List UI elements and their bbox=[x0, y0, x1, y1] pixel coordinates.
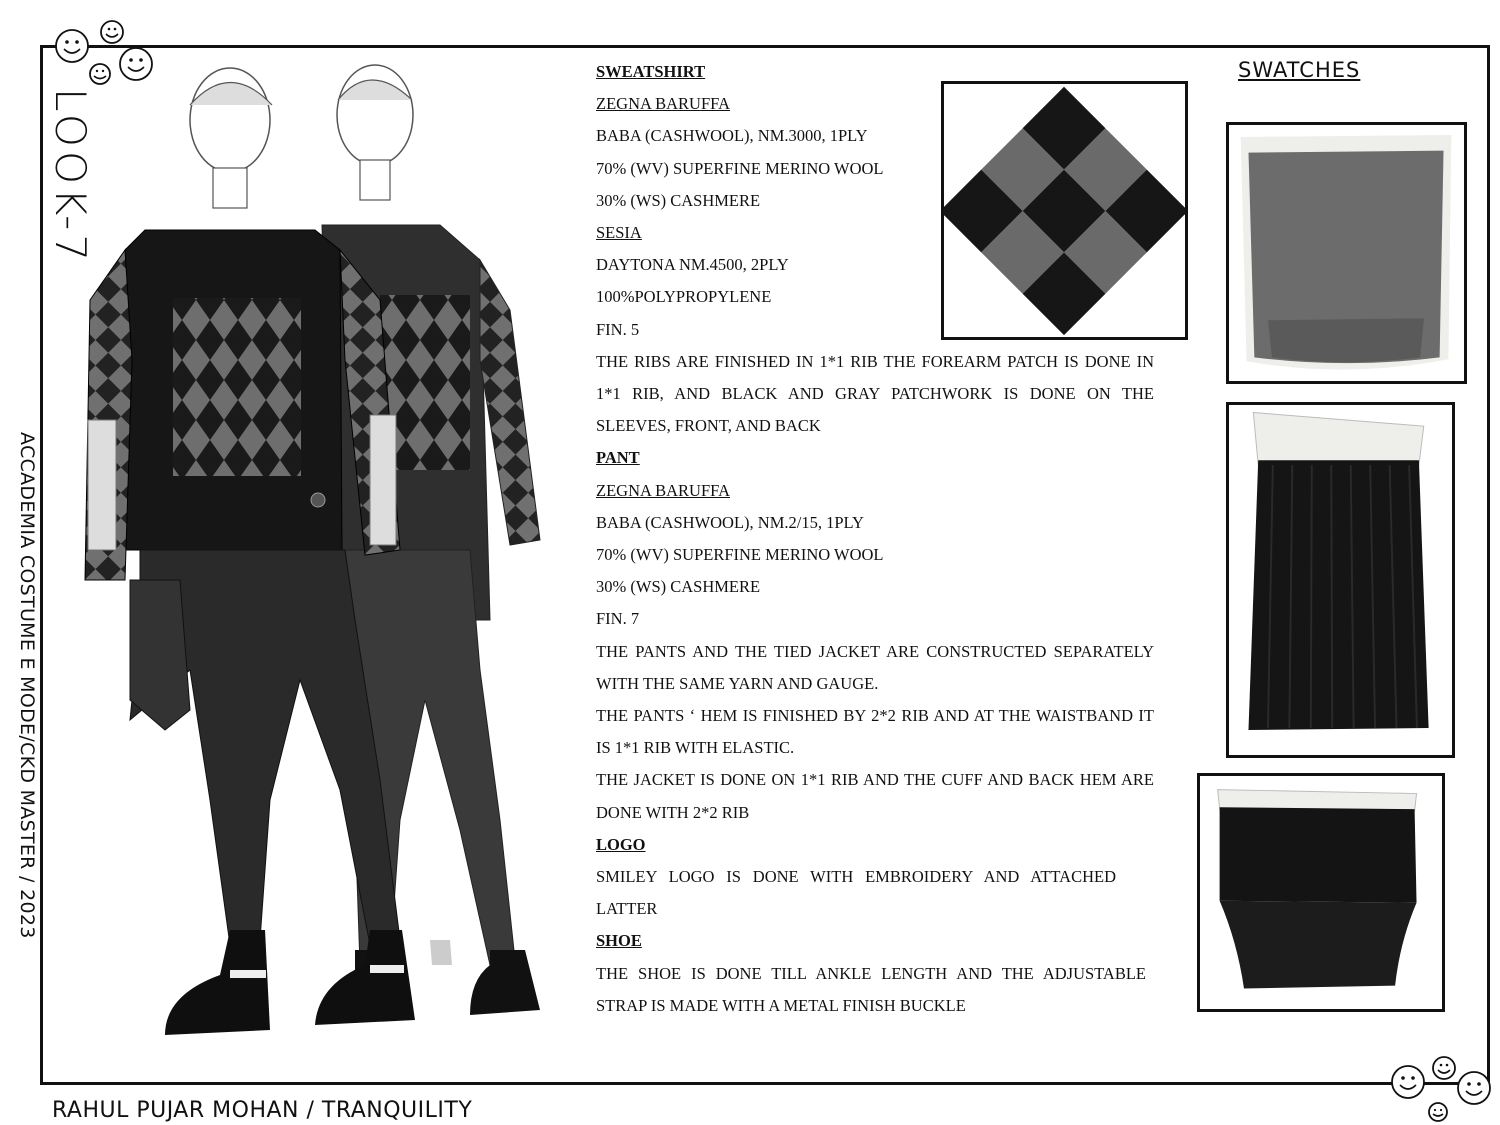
yarn1-name: BABA (CASHWOOL), NM.3000, 1PLY bbox=[596, 126, 868, 146]
fashion-illustration bbox=[70, 60, 610, 1080]
back-figure bbox=[322, 65, 540, 1020]
patchwork-swatch bbox=[941, 81, 1188, 340]
yarn1-comp1: 70% (WV) SUPERFINE MERINO WOOL bbox=[596, 158, 884, 178]
black-cuff-swatch bbox=[1197, 773, 1445, 1012]
pant-comp1: 70% (WV) SUPERFINE MERINO WOOL bbox=[596, 545, 884, 565]
smiley-cluster-bottom-icon bbox=[1388, 1052, 1498, 1124]
sweatshirt-heading: SWEATSHIRT bbox=[596, 62, 706, 81]
yarn1-comp2: 30% (WS) CASHMERE bbox=[596, 190, 761, 210]
logo-heading: LOGO bbox=[596, 834, 646, 854]
yarn1-brand: ZEGNA BARUFFA bbox=[596, 94, 731, 114]
designer-footer: RAHUL PUJAR MOHAN / TRANQUILITY bbox=[52, 1098, 473, 1123]
pant-brand: ZEGNA BARUFFA bbox=[596, 480, 731, 500]
pant-fin: FIN. 7 bbox=[596, 609, 640, 629]
sweatshirt-desc: THE RIBS ARE FINISHED IN 1*1 RIB THE FOREARM PATCH IS DONE IN 1*1 RIB, AND BLACK AND GRAY PATCHWORK IS DONE ON THE SLEEVES, FRONT, AND BACK bbox=[596, 351, 1154, 436]
yarn2-comp: 100%POLYPROPYLENE bbox=[596, 287, 772, 307]
pant-comp2: 30% (WS) CASHMERE bbox=[596, 577, 761, 597]
pant-heading: PANT bbox=[596, 448, 640, 468]
logo-desc: SMILEY LOGO IS DONE WITH EMBROIDERY AND ATTACHED LATTER bbox=[596, 867, 1116, 919]
yarn2-brand: SESIA bbox=[596, 223, 642, 243]
black-rib-swatch bbox=[1226, 402, 1455, 758]
shoe-heading: SHOE bbox=[596, 931, 642, 951]
yarn2-name: DAYTONA NM.4500, 2PLY bbox=[596, 255, 789, 275]
shoe-desc: THE SHOE IS DONE TILL ANKLE LENGTH AND THE ADJUSTABLE STRAP IS MADE WITH A METAL FINISH BUCKLE bbox=[596, 963, 1146, 1015]
front-figure bbox=[85, 68, 415, 1035]
pant-desc-3: THE JACKET IS DONE ON 1*1 RIB AND THE CUFF AND BACK HEM ARE DONE WITH 2*2 RIB bbox=[596, 770, 1154, 822]
pant-name: BABA (CASHWOOL), NM.2/15, 1PLY bbox=[596, 512, 864, 532]
side-caption: ACCADEMIA COSTUME E MODE/CKD MASTER / 2023 bbox=[16, 432, 38, 939]
look-title: LOOK-7 bbox=[46, 88, 95, 266]
pant-desc-1: THE PANTS AND THE TIED JACKET ARE CONSTRUCTED SEPARATELY WITH THE SAME YARN AND GAUGE. bbox=[596, 641, 1154, 693]
pant-desc-2: THE PANTS ‘ HEM IS FINISHED BY 2*2 RIB AND AT THE WAISTBAND IT IS 1*1 RIB WITH ELASTIC. bbox=[596, 706, 1154, 758]
swatches-title: SWATCHES bbox=[1238, 58, 1361, 82]
sweatshirt-fin: FIN. 5 bbox=[596, 319, 640, 339]
grey-knit-swatch bbox=[1226, 122, 1467, 384]
